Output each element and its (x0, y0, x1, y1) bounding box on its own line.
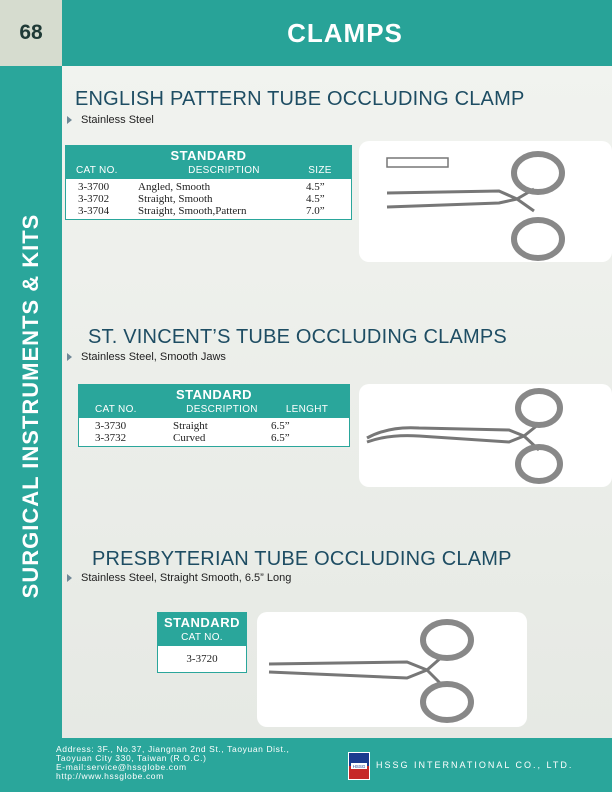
size-cell: 7.0” (306, 205, 325, 217)
website-line: http://www.hssglobe.com (56, 771, 164, 781)
material-text: Stainless Steel (81, 114, 154, 126)
cat-no-cell: 3-3732 (95, 432, 127, 444)
material-text: Stainless Steel, Smooth Jaws (81, 351, 226, 363)
company-name: HSSG INTERNATIONAL CO., LTD. (376, 760, 574, 770)
clamp-illustration (359, 141, 612, 262)
length-cell: 6.5” (271, 420, 290, 432)
header-bar (62, 0, 612, 66)
cat-no-cell: 3-3720 (186, 653, 218, 665)
page-number: 68 (0, 0, 62, 66)
description-cell: Straight, Smooth,Pattern (138, 205, 247, 217)
clamp-jaw-shape (367, 428, 524, 442)
material-line (67, 572, 291, 584)
clamp-ring-shape (518, 447, 560, 481)
standard-table (65, 145, 352, 220)
section-title-presbyterian: PRESBYTERIAN TUBE OCCLUDING CLAMP (92, 548, 512, 570)
clamp-ring-shape (423, 622, 471, 658)
cat-no-cell: 3-3730 (95, 420, 127, 432)
description-cell: Angled, Smooth (138, 181, 211, 193)
table-header (66, 146, 351, 179)
footer-address (56, 745, 289, 781)
column-header-length: LENGHT (285, 404, 329, 415)
cat-no-cell: 3-3700 (78, 181, 110, 193)
table-header (158, 613, 246, 646)
product-photo-st-vincents-clamp (359, 384, 612, 487)
sidebar (0, 66, 62, 738)
clamp-illustration (359, 384, 612, 487)
bullet-icon (67, 116, 72, 124)
product-photo-english-pattern-clamp (359, 141, 612, 262)
description-cell: Straight, Smooth (138, 193, 213, 205)
sidebar-category-label: SURGICAL INSTRUMENTS & KITS (18, 213, 43, 599)
logo-mark (349, 753, 369, 779)
section-title-st-vincents: ST. VINCENT’S TUBE OCCLUDING CLAMPS (88, 326, 507, 348)
page-title: CLAMPS (287, 17, 403, 48)
clamp-illustration (257, 612, 527, 727)
description-cell: Straight (173, 420, 208, 432)
clamp-jaw-shape (387, 191, 517, 207)
table-title: STANDARD (176, 387, 252, 402)
company-logo (348, 752, 370, 780)
clamp-jaw-shape (269, 662, 427, 678)
svg-text:HSSG: HSSG (352, 764, 366, 769)
clamp-ring-shape (423, 684, 471, 720)
clamp-ring-shape (518, 391, 560, 425)
table-row (66, 181, 351, 193)
table-row (79, 432, 349, 444)
material-line (67, 351, 226, 363)
section-title-english-pattern: ENGLISH PATTERN TUBE OCCLUDING CLAMP (75, 88, 525, 110)
table-title: STANDARD (164, 615, 240, 630)
column-header-description: DESCRIPTION (186, 404, 258, 415)
product-photo-presbyterian-clamp (257, 612, 527, 727)
cat-no-cell: 3-3702 (78, 193, 110, 205)
footer (0, 738, 612, 792)
table-header (79, 385, 349, 418)
material-line (67, 114, 154, 126)
table-row (66, 205, 351, 217)
size-cell: 4.5” (306, 193, 325, 205)
table-body (66, 179, 351, 219)
address-line: Taoyuan City 330, Taiwan (R.O.C.) (56, 753, 207, 763)
clamp-ring-shape (514, 154, 562, 192)
column-header-cat-no: CAT NO. (95, 404, 137, 415)
email-line: E-mail:service@hssglobe.com (56, 762, 187, 772)
main-content (62, 66, 612, 738)
table-body (158, 646, 246, 672)
table-row (66, 193, 351, 205)
column-header-cat-no: CAT NO. (181, 632, 223, 643)
cat-no-cell: 3-3704 (78, 205, 110, 217)
column-header-description: DESCRIPTION (188, 165, 260, 176)
table-body (79, 418, 349, 446)
description-cell: Curved (173, 432, 206, 444)
clamp-shank-shape (427, 656, 443, 686)
table-title: STANDARD (170, 148, 247, 163)
bullet-icon (67, 574, 72, 582)
size-cell: 4.5” (306, 181, 325, 193)
address-line: Address: 3F., No.37, Jiangnan 2nd St., Taoyuan Dist., (56, 744, 290, 754)
table-row (79, 420, 349, 432)
column-header-size: SIZE (308, 165, 332, 176)
standard-table (157, 612, 247, 673)
length-cell: 6.5” (271, 432, 290, 444)
clamp-sleeve-shape (387, 158, 448, 167)
column-header-cat-no: CAT NO. (76, 165, 118, 176)
clamp-ring-shape (514, 220, 562, 258)
material-text: Stainless Steel, Straight Smooth, 6.5” Long (81, 572, 292, 584)
bullet-icon (67, 353, 72, 361)
standard-table (78, 384, 350, 447)
